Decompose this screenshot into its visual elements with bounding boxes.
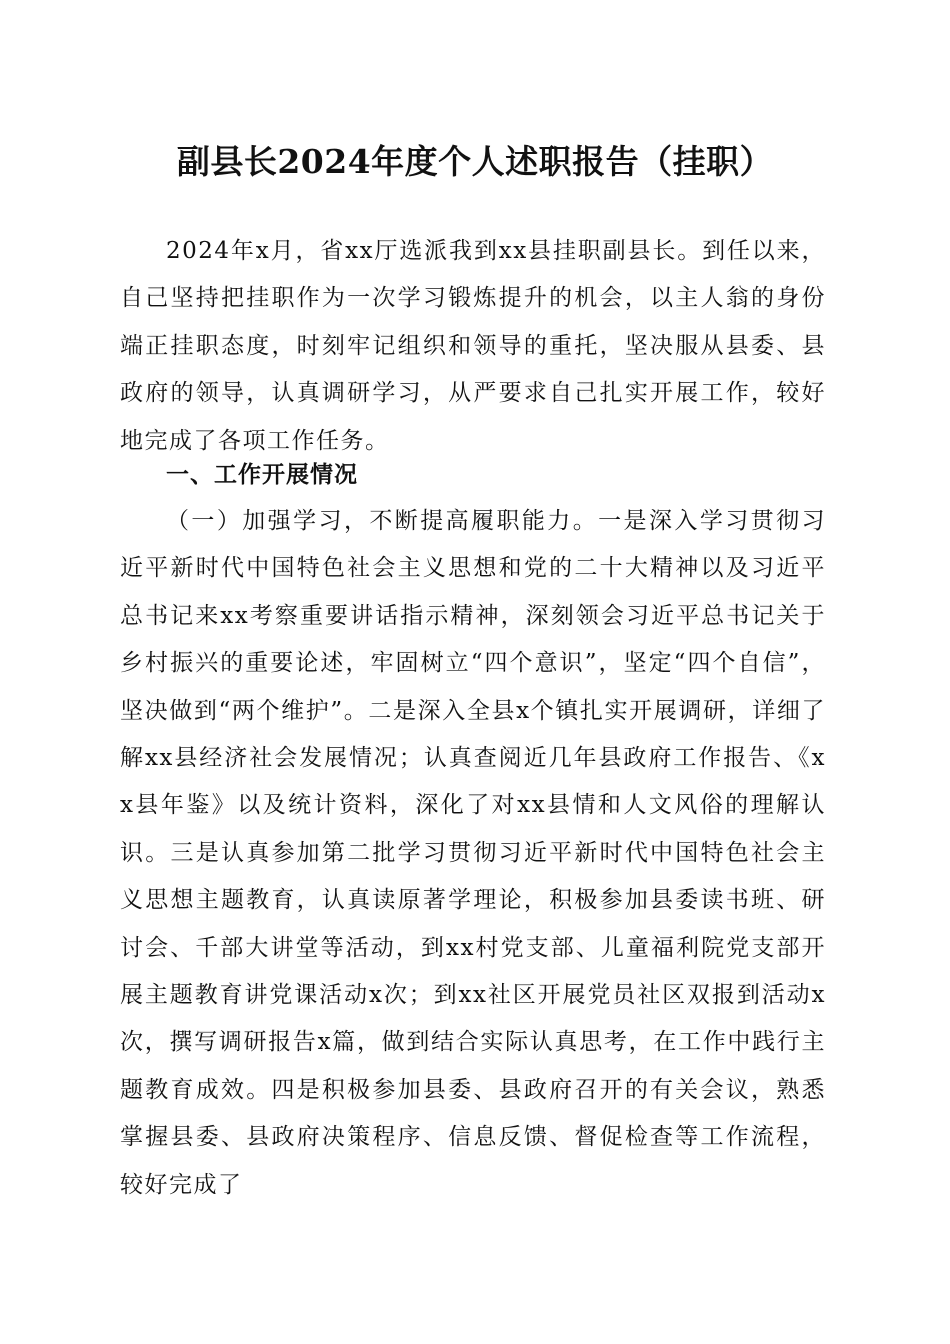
section-heading-1: 一、工作开展情况 [166,462,358,488]
document-title: 副县长2024年度个人述职报告（挂职） [176,142,774,181]
subsection-heading-1: （一）加强学习，不断提高履职能力。 [166,508,599,534]
intro-paragraph: 2024年x月，省xx厅选派我到xx县挂职副县长。到任以来，自己坚持把挂职作为一次学习锻炼提升的机会，以主人翁的身份端正挂职态度，时刻牢记组织和领导的重托，坚决服从县委、县政府的领导，认真调研学习，从严要求自己扎实开展工作，较好地完成了各项工作任务。 [120,238,826,454]
section-1-paragraph-1 [120,498,826,1209]
subsection-body-1: 一是深入学习贯彻习近平新时代中国特色社会主义思想和党的二十大精神以及习近平总书记来xx考察重要讲话指示精神，深刻领会习近平总书记关于乡村振兴的重要论述，牢固树立“四个意识”，坚定“四个自信”，坚决做到“两个维护”。二是深入全县x个镇扎实开展调研，详细了解xx县经济社会发展情况；认真查阅近几年县政府工作报告、《xx县年鉴》以及统计资料，深化了对xx县情和人文风俗的理解认识。三是认真参加第二批学习贯彻习近平新时代中国特色社会主义思想主题教育，认真读原著学理论，积极参加县委读书班、研讨会、千部大讲堂等活动，到xx村党支部、儿童福利院党支部开展主题教育讲党课活动x次；到xx社区开展党员社区双报到活动x次，撰写调研报告x篇，做到结合实际认真思考，在工作中践行主题教育成效。四是积极参加县委、县政府召开的有关会议，熟悉掌握县委、县政府决策程序、信息反馈、督促检查等工作流程，较好完成了 [120,508,827,1198]
